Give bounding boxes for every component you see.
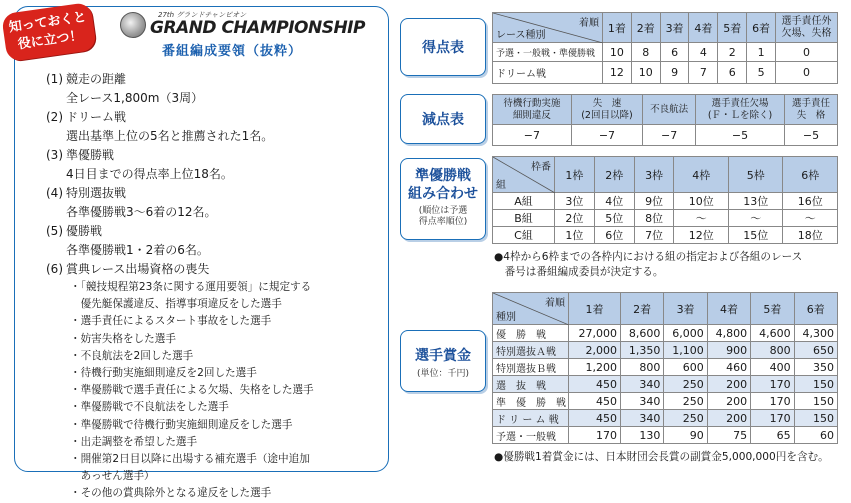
prize-cell: 650 bbox=[794, 342, 837, 359]
prize-corner: 着順 種別 bbox=[493, 293, 569, 325]
prize-cell: 600 bbox=[664, 359, 707, 376]
semifinal-corner: 枠番 組 bbox=[493, 157, 555, 193]
bullet-item: ・出走調整を希望した選手 bbox=[70, 435, 198, 448]
prize-header: 5着 bbox=[751, 293, 794, 325]
prize-cell: 6,000 bbox=[664, 325, 707, 342]
bullet-item: ・開催第2日目以降に出場する補充選手（途中追加 bbox=[70, 453, 310, 466]
semifinal-cell: 15位 bbox=[728, 227, 783, 244]
logo-small-text: 27th グランドチャンピオン bbox=[158, 11, 247, 19]
deduct-cell: −7 bbox=[643, 125, 696, 146]
prize-cell: 150 bbox=[794, 410, 837, 427]
semifinal-header: 1枠 bbox=[555, 157, 595, 193]
semifinal-cell: 1位 bbox=[555, 227, 595, 244]
semifinal-cell: 12位 bbox=[674, 227, 729, 244]
points-cell: 1 bbox=[747, 43, 776, 62]
semifinal-cell: 6位 bbox=[594, 227, 634, 244]
prize-cell: 4,800 bbox=[707, 325, 750, 342]
rule-item: (6) 賞典レース出場資格の喪失 bbox=[46, 262, 210, 276]
points-cell: 7 bbox=[689, 62, 718, 84]
prize-cell: 8,600 bbox=[620, 325, 663, 342]
prize-cell: 1,100 bbox=[664, 342, 707, 359]
points-cell: 8 bbox=[631, 43, 660, 62]
points-header: 選手責任外 欠場、失格 bbox=[776, 13, 838, 43]
badge-line1: 知っておくと bbox=[7, 9, 88, 36]
prize-header: 6着 bbox=[794, 293, 837, 325]
deduct-table bbox=[492, 94, 838, 146]
prize-row-label: 選 抜 戦 bbox=[493, 376, 569, 393]
points-row-label: 予選・一般戦・準優勝戦 bbox=[493, 43, 603, 62]
semifinal-cell: 〜 bbox=[674, 210, 729, 227]
prize-cell: 4,600 bbox=[751, 325, 794, 342]
prize-cell: 340 bbox=[620, 393, 663, 410]
semifinal-header: 2枠 bbox=[594, 157, 634, 193]
points-cell: 4 bbox=[689, 43, 718, 62]
prize-cell: 200 bbox=[707, 376, 750, 393]
points-cell: 2 bbox=[718, 43, 747, 62]
prize-row-label: ド リ ー ム 戦 bbox=[493, 410, 569, 427]
prize-cell: 130 bbox=[620, 427, 663, 444]
prize-cell: 800 bbox=[751, 342, 794, 359]
prize-cell: 150 bbox=[794, 393, 837, 410]
points-cell: 5 bbox=[747, 62, 776, 84]
prize-row-label: 優 勝 戦 bbox=[493, 325, 569, 342]
prize-cell: 27,000 bbox=[569, 325, 621, 342]
prize-header: 2着 bbox=[620, 293, 663, 325]
deduct-header: 失 速 (2回目以降) bbox=[571, 95, 642, 125]
points-header: 6着 bbox=[747, 13, 776, 43]
points-cell: 0 bbox=[776, 43, 838, 62]
rule-detail: 選出基準上位の5名と推薦された1名。 bbox=[66, 129, 274, 143]
bullet-item: 優先艇保護違反、指導事項違反をした選手 bbox=[70, 298, 282, 311]
deduct-header: 選手責任欠場 (Ｆ・Ｌを除く) bbox=[696, 95, 785, 125]
rule-item: (2) ドリーム戦 bbox=[46, 110, 127, 124]
bullet-item: ・妨害失格をした選手 bbox=[70, 332, 176, 345]
points-table bbox=[492, 12, 838, 84]
points-header: 2着 bbox=[631, 13, 660, 43]
prize-cell: 250 bbox=[664, 393, 707, 410]
bullet-item: ・準優勝戦で選手責任による欠場、失格をした選手 bbox=[70, 384, 314, 397]
bullet-item: ・準優勝戦で待機行動実施細則違反をした選手 bbox=[70, 418, 293, 431]
prize-cell: 900 bbox=[707, 342, 750, 359]
bullet-item: ・準優勝戦で不良航法をした選手 bbox=[70, 401, 229, 414]
semifinal-cell: 16位 bbox=[783, 193, 838, 210]
deduct-header: 選手責任 失 格 bbox=[784, 95, 837, 125]
prize-cell: 1,350 bbox=[620, 342, 663, 359]
points-cell: 9 bbox=[660, 62, 689, 84]
points-header: 5着 bbox=[718, 13, 747, 43]
prize-cell: 65 bbox=[751, 427, 794, 444]
prize-row-label: 予選・一般戦 bbox=[493, 427, 569, 444]
semifinal-cell: 3位 bbox=[555, 193, 595, 210]
semifinal-header: 5枠 bbox=[728, 157, 783, 193]
points-cell: 6 bbox=[718, 62, 747, 84]
rule-detail: 全レース1,800m（3周） bbox=[66, 91, 204, 105]
semifinal-cell: 13位 bbox=[728, 193, 783, 210]
prize-cell: 1,200 bbox=[569, 359, 621, 376]
deduct-cell: −5 bbox=[696, 125, 785, 146]
prize-cell: 60 bbox=[794, 427, 837, 444]
deduct-header: 不良航法 bbox=[643, 95, 696, 125]
points-corner: 着順 レース種別 bbox=[493, 13, 603, 43]
prize-label: 選手賞金 (単位：千円) bbox=[400, 330, 486, 392]
semifinal-cell: 7位 bbox=[634, 227, 674, 244]
prize-row-label: 準 優 勝 戦 bbox=[493, 393, 569, 410]
semifinal-cell: 4位 bbox=[594, 193, 634, 210]
semifinal-label: 準優勝戦 組み合わせ (順位は予選 得点率順位) bbox=[400, 158, 486, 240]
bullet-item: ・その他の賞典除外となる違反をした選手 bbox=[70, 487, 272, 500]
rule-item: (1) 競走の距離 bbox=[46, 72, 127, 86]
prize-cell: 250 bbox=[664, 376, 707, 393]
deduct-cell: −7 bbox=[493, 125, 572, 146]
prize-cell: 800 bbox=[620, 359, 663, 376]
semifinal-cell: 10位 bbox=[674, 193, 729, 210]
semifinal-row-label: A組 bbox=[493, 193, 555, 210]
points-cell: 12 bbox=[603, 62, 632, 84]
deduct-header: 待機行動実施 細則違反 bbox=[493, 95, 572, 125]
semifinal-header: 6枠 bbox=[783, 157, 838, 193]
prize-cell: 170 bbox=[751, 393, 794, 410]
bullet-item: ・「競技規程第23条に関する運用要領」に規定する bbox=[70, 281, 312, 293]
logo bbox=[120, 12, 390, 42]
points-cell: 6 bbox=[660, 43, 689, 62]
semifinal-row-label: B組 bbox=[493, 210, 555, 227]
badge-line2: 役に立つ！ bbox=[16, 28, 84, 53]
semifinal-cell: 18位 bbox=[783, 227, 838, 244]
rule-detail: 各準優勝戦1・2着の6名。 bbox=[66, 243, 209, 257]
semifinal-header: 4枠 bbox=[674, 157, 729, 193]
prize-cell: 460 bbox=[707, 359, 750, 376]
prize-cell: 200 bbox=[707, 393, 750, 410]
rule-item: (4) 特別選抜戦 bbox=[46, 186, 127, 200]
semifinal-cell: 5位 bbox=[594, 210, 634, 227]
points-label: 得点表 bbox=[400, 18, 486, 76]
semifinal-cell: 9位 bbox=[634, 193, 674, 210]
prize-row-label: 特別選抜Ｂ戦 bbox=[493, 359, 569, 376]
semifinal-cell: 8位 bbox=[634, 210, 674, 227]
rule-list bbox=[30, 70, 380, 503]
prize-note: ●優勝戦1着賞金には、日本財団会長賞の副賞金5,000,000円を含む。 bbox=[494, 451, 829, 463]
points-header: 1着 bbox=[603, 13, 632, 43]
prize-cell: 75 bbox=[707, 427, 750, 444]
prize-cell: 170 bbox=[751, 410, 794, 427]
prize-cell: 4,300 bbox=[794, 325, 837, 342]
prize-cell: 150 bbox=[794, 376, 837, 393]
prize-header: 3着 bbox=[664, 293, 707, 325]
emblem-icon bbox=[120, 12, 146, 38]
prize-cell: 450 bbox=[569, 393, 621, 410]
semifinal-header: 3枠 bbox=[634, 157, 674, 193]
prize-header: 4着 bbox=[707, 293, 750, 325]
prize-cell: 340 bbox=[620, 410, 663, 427]
semifinal-cell: 〜 bbox=[728, 210, 783, 227]
semifinal-cell: 〜 bbox=[783, 210, 838, 227]
bullet-item: ・不良航法を2回した選手 bbox=[70, 349, 194, 362]
prize-row-label: 特別選抜Ａ戦 bbox=[493, 342, 569, 359]
bullet-item: ・選手責任によるスタート事故をした選手 bbox=[70, 315, 272, 328]
points-cell: 10 bbox=[631, 62, 660, 84]
prize-cell: 450 bbox=[569, 410, 621, 427]
logo-text: GRAND CHAMPIONSHIP bbox=[150, 18, 365, 38]
page-title: 番組編成要領（抜粋） bbox=[162, 44, 303, 59]
deduct-cell: −5 bbox=[784, 125, 837, 146]
semifinal-table bbox=[492, 156, 838, 244]
semifinal-note: ●4枠から6枠までの各枠内における組の指定および各組のレース 番号は番組編成委員が決定する。 bbox=[494, 251, 803, 278]
prize-cell: 170 bbox=[751, 376, 794, 393]
prize-cell: 200 bbox=[707, 410, 750, 427]
prize-header: 1着 bbox=[569, 293, 621, 325]
prize-cell: 340 bbox=[620, 376, 663, 393]
prize-cell: 2,000 bbox=[569, 342, 621, 359]
rule-detail: 各準優勝戦3～6着の12名。 bbox=[66, 205, 217, 219]
semifinal-row-label: C組 bbox=[493, 227, 555, 244]
prize-table bbox=[492, 292, 838, 444]
rule-detail: 4日目までの得点率上位18名。 bbox=[66, 167, 233, 181]
prize-cell: 400 bbox=[751, 359, 794, 376]
rule-item: (5) 優勝戦 bbox=[46, 224, 103, 238]
deduct-cell: −7 bbox=[571, 125, 642, 146]
semifinal-cell: 2位 bbox=[555, 210, 595, 227]
points-header: 3着 bbox=[660, 13, 689, 43]
prize-cell: 250 bbox=[664, 410, 707, 427]
prize-cell: 90 bbox=[664, 427, 707, 444]
bullet-item: ・待機行動実施細則違反を2回した選手 bbox=[70, 367, 257, 380]
bullet-item: あっせん選手） bbox=[70, 470, 155, 483]
prize-cell: 350 bbox=[794, 359, 837, 376]
points-row-label: ドリーム戦 bbox=[493, 62, 603, 84]
prize-cell: 450 bbox=[569, 376, 621, 393]
prize-cell: 170 bbox=[569, 427, 621, 444]
points-cell: 10 bbox=[603, 43, 632, 62]
points-cell: 0 bbox=[776, 62, 838, 84]
rule-item: (3) 準優勝戦 bbox=[46, 148, 115, 162]
points-header: 4着 bbox=[689, 13, 718, 43]
deduct-label: 減点表 bbox=[400, 94, 486, 144]
